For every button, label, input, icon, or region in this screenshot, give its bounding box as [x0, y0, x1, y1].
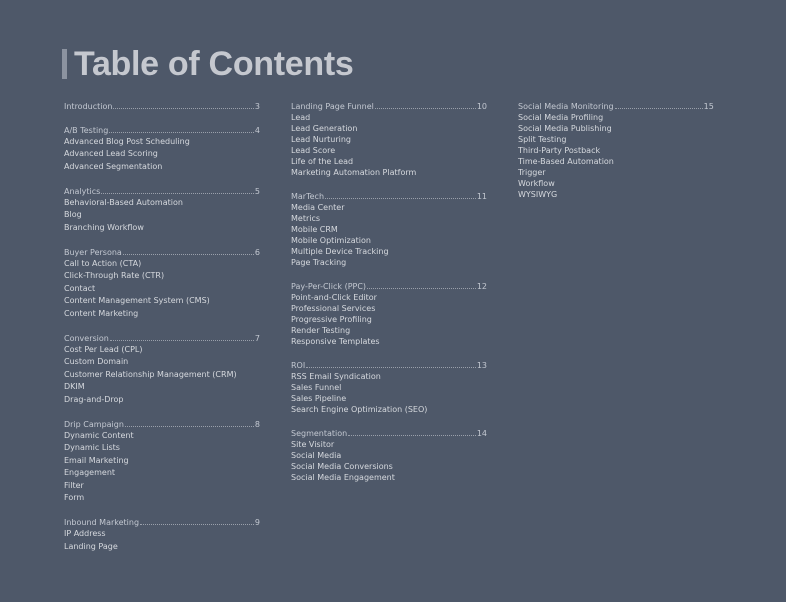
toc-subentry[interactable]: Form	[64, 493, 85, 502]
toc-subentry[interactable]: Blog	[64, 210, 82, 219]
toc-subentry[interactable]: Call to Action (CTA)	[64, 258, 142, 268]
toc-subentry[interactable]: Dynamic Content	[64, 430, 134, 440]
toc-page-number: 10	[476, 102, 487, 111]
toc-subentry[interactable]: Time-Based Automation	[518, 157, 614, 166]
toc-page-number: 13	[476, 361, 487, 370]
toc-subentry[interactable]: Social Media Publishing	[518, 124, 612, 133]
toc-heading-entry[interactable]	[291, 101, 487, 112]
toc-heading-label: A/B Testing	[64, 125, 109, 135]
toc-page-number: 7	[254, 333, 260, 343]
toc-section	[64, 333, 260, 407]
toc-subentry[interactable]: Click-Through Rate (CTR)	[64, 271, 165, 280]
toc-subentry[interactable]: Cost Per Lead (CPL)	[64, 344, 143, 354]
dot-leader	[348, 428, 476, 436]
toc-subentry[interactable]: Trigger	[518, 168, 546, 177]
toc-subentry[interactable]: Behavioral-Based Automation	[64, 197, 183, 207]
toc-subentry[interactable]: Render Testing	[291, 326, 351, 335]
toc-subentry[interactable]: Responsive Templates	[291, 337, 380, 346]
toc-section	[291, 101, 487, 178]
toc-heading-entry[interactable]	[64, 333, 260, 344]
dot-leader	[367, 281, 476, 289]
toc-page-number: 14	[476, 429, 487, 438]
toc-section	[291, 360, 487, 415]
dot-leader	[101, 186, 254, 194]
toc-subentry[interactable]: Mobile Optimization	[291, 236, 371, 245]
toc-section	[291, 428, 487, 483]
toc-section	[291, 281, 487, 347]
dot-leader	[113, 101, 253, 109]
toc-subentry[interactable]: Mobile CRM	[291, 225, 338, 234]
toc-page-number: 11	[476, 192, 487, 201]
dot-leader	[140, 517, 254, 525]
toc-heading-label: Introduction	[64, 102, 113, 111]
dot-leader	[306, 360, 476, 368]
dot-leader	[375, 101, 476, 109]
toc-subentry[interactable]: Media Center	[291, 203, 345, 212]
toc-heading-entry[interactable]	[518, 101, 714, 112]
dot-leader	[615, 101, 703, 109]
toc-subentry[interactable]: Site Visitor	[291, 440, 335, 449]
toc-page-number: 5	[254, 186, 260, 196]
toc-subentry[interactable]: Social Media Engagement	[291, 473, 395, 482]
toc-heading-label: Pay-Per-Click (PPC)	[291, 282, 367, 291]
toc-subentry[interactable]: Marketing Automation Platform	[291, 168, 417, 177]
toc-section	[64, 186, 260, 235]
toc-subentry[interactable]: WYSIWYG	[518, 190, 558, 199]
toc-subentry[interactable]: Professional Services	[291, 304, 376, 313]
toc-heading-entry[interactable]	[64, 419, 260, 430]
toc-heading-entry[interactable]	[64, 101, 260, 112]
dot-leader	[125, 419, 254, 427]
toc-subentry[interactable]: Advanced Blog Post Scheduling	[64, 136, 190, 146]
toc-subentry[interactable]: Advanced Segmentation	[64, 161, 163, 171]
dot-leader	[110, 333, 254, 341]
toc-subentry[interactable]: Drag-and-Drop	[64, 394, 124, 404]
toc-subentry[interactable]: Social Media	[291, 451, 342, 460]
toc-heading-label: Landing Page Funnel	[291, 102, 374, 111]
toc-subentry[interactable]: RSS Email Syndication	[291, 372, 381, 381]
toc-column-3	[518, 101, 714, 211]
toc-subentry[interactable]: Custom Domain	[64, 357, 129, 366]
toc-column-2	[291, 101, 487, 496]
title-accent-bar	[62, 49, 67, 79]
toc-subentry[interactable]: Page Tracking	[291, 258, 347, 267]
toc-subentry[interactable]: Lead	[291, 113, 311, 122]
toc-heading-entry[interactable]	[291, 191, 487, 202]
toc-subentry[interactable]: Life of the Lead	[291, 157, 354, 166]
toc-section	[64, 517, 260, 553]
toc-subentry[interactable]: Lead Score	[291, 146, 336, 155]
toc-heading-entry[interactable]	[64, 517, 260, 528]
toc-subentry[interactable]: Third-Party Postback	[518, 146, 601, 155]
toc-heading-entry[interactable]	[291, 281, 487, 292]
toc-section	[64, 247, 260, 321]
toc-subentry[interactable]: Workflow	[518, 179, 555, 188]
toc-subentry[interactable]: Contact	[64, 283, 96, 293]
toc-heading-label: Inbound Marketing	[64, 518, 140, 527]
toc-heading-entry[interactable]	[291, 360, 487, 371]
toc-subentry[interactable]: Multiple Device Tracking	[291, 247, 389, 256]
dot-leader	[325, 191, 476, 199]
toc-subentry[interactable]: Email Marketing	[64, 455, 129, 465]
toc-heading-label: MarTech	[291, 192, 325, 201]
toc-page-number: 4	[254, 125, 260, 135]
toc-heading-label: Drip Campaign	[64, 419, 124, 429]
toc-subentry[interactable]: Customer Relationship Management (CRM)	[64, 369, 237, 379]
toc-subentry[interactable]: Progressive Profiling	[291, 315, 372, 324]
toc-subentry[interactable]: Filter	[64, 480, 84, 490]
toc-heading-label: Buyer Persona	[64, 247, 122, 257]
toc-heading-label: Conversion	[64, 333, 109, 343]
toc-subentry[interactable]: DKIM	[64, 382, 85, 391]
toc-subentry[interactable]: Lead Nurturing	[291, 135, 351, 144]
toc-section	[64, 125, 260, 174]
toc-section	[64, 101, 260, 112]
toc-subentry[interactable]: Social Media Conversions	[291, 462, 393, 471]
toc-page-number: 12	[476, 282, 487, 291]
toc-subentry[interactable]: Metrics	[291, 214, 321, 223]
toc-page-number: 15	[703, 102, 714, 111]
toc-heading-entry[interactable]	[64, 125, 260, 136]
toc-heading-label: ROI	[291, 361, 306, 370]
toc-page-number: 6	[254, 247, 260, 257]
toc-section	[64, 419, 260, 505]
toc-page-number: 8	[254, 419, 260, 429]
toc-subentry[interactable]: Content Management System (CMS)	[64, 296, 210, 305]
toc-subentry[interactable]: Advanced Lead Scoring	[64, 149, 158, 158]
toc-heading-label: Social Media Monitoring	[518, 102, 614, 111]
toc-subentry[interactable]: Split Testing	[518, 135, 567, 144]
toc-subentry[interactable]: Sales Pipeline	[291, 394, 347, 403]
toc-subentry[interactable]: Lead Generation	[291, 124, 358, 133]
toc-subentry[interactable]: Landing Page	[64, 541, 118, 551]
toc-subentry[interactable]: Branching Workflow	[64, 222, 144, 232]
toc-subentry[interactable]: Dynamic Lists	[64, 443, 120, 452]
toc-subentry[interactable]: Engagement	[64, 468, 116, 477]
toc-heading-label: Analytics	[64, 186, 101, 196]
page-title: Table of Contents	[74, 45, 354, 83]
toc-subentry[interactable]: Search Engine Optimization (SEO)	[291, 405, 428, 414]
toc-subentry[interactable]: Social Media Profiling	[518, 113, 604, 122]
dot-leader	[109, 125, 254, 133]
toc-heading-entry[interactable]	[64, 186, 260, 197]
toc-heading-entry[interactable]	[64, 247, 260, 258]
toc-subentry[interactable]: Content Marketing	[64, 308, 139, 318]
dot-leader	[123, 247, 254, 255]
toc-heading-label: Segmentation	[291, 429, 348, 438]
toc-section	[291, 191, 487, 268]
toc-column-1	[64, 101, 260, 566]
toc-subentry[interactable]: IP Address	[64, 529, 106, 538]
toc-subentry[interactable]: Sales Funnel	[291, 383, 342, 392]
toc-page-number: 3	[254, 102, 260, 111]
toc-heading-entry[interactable]	[291, 428, 487, 439]
toc-page-number: 9	[254, 518, 260, 527]
toc-subentry[interactable]: Point-and-Click Editor	[291, 293, 377, 302]
toc-section	[518, 101, 714, 200]
